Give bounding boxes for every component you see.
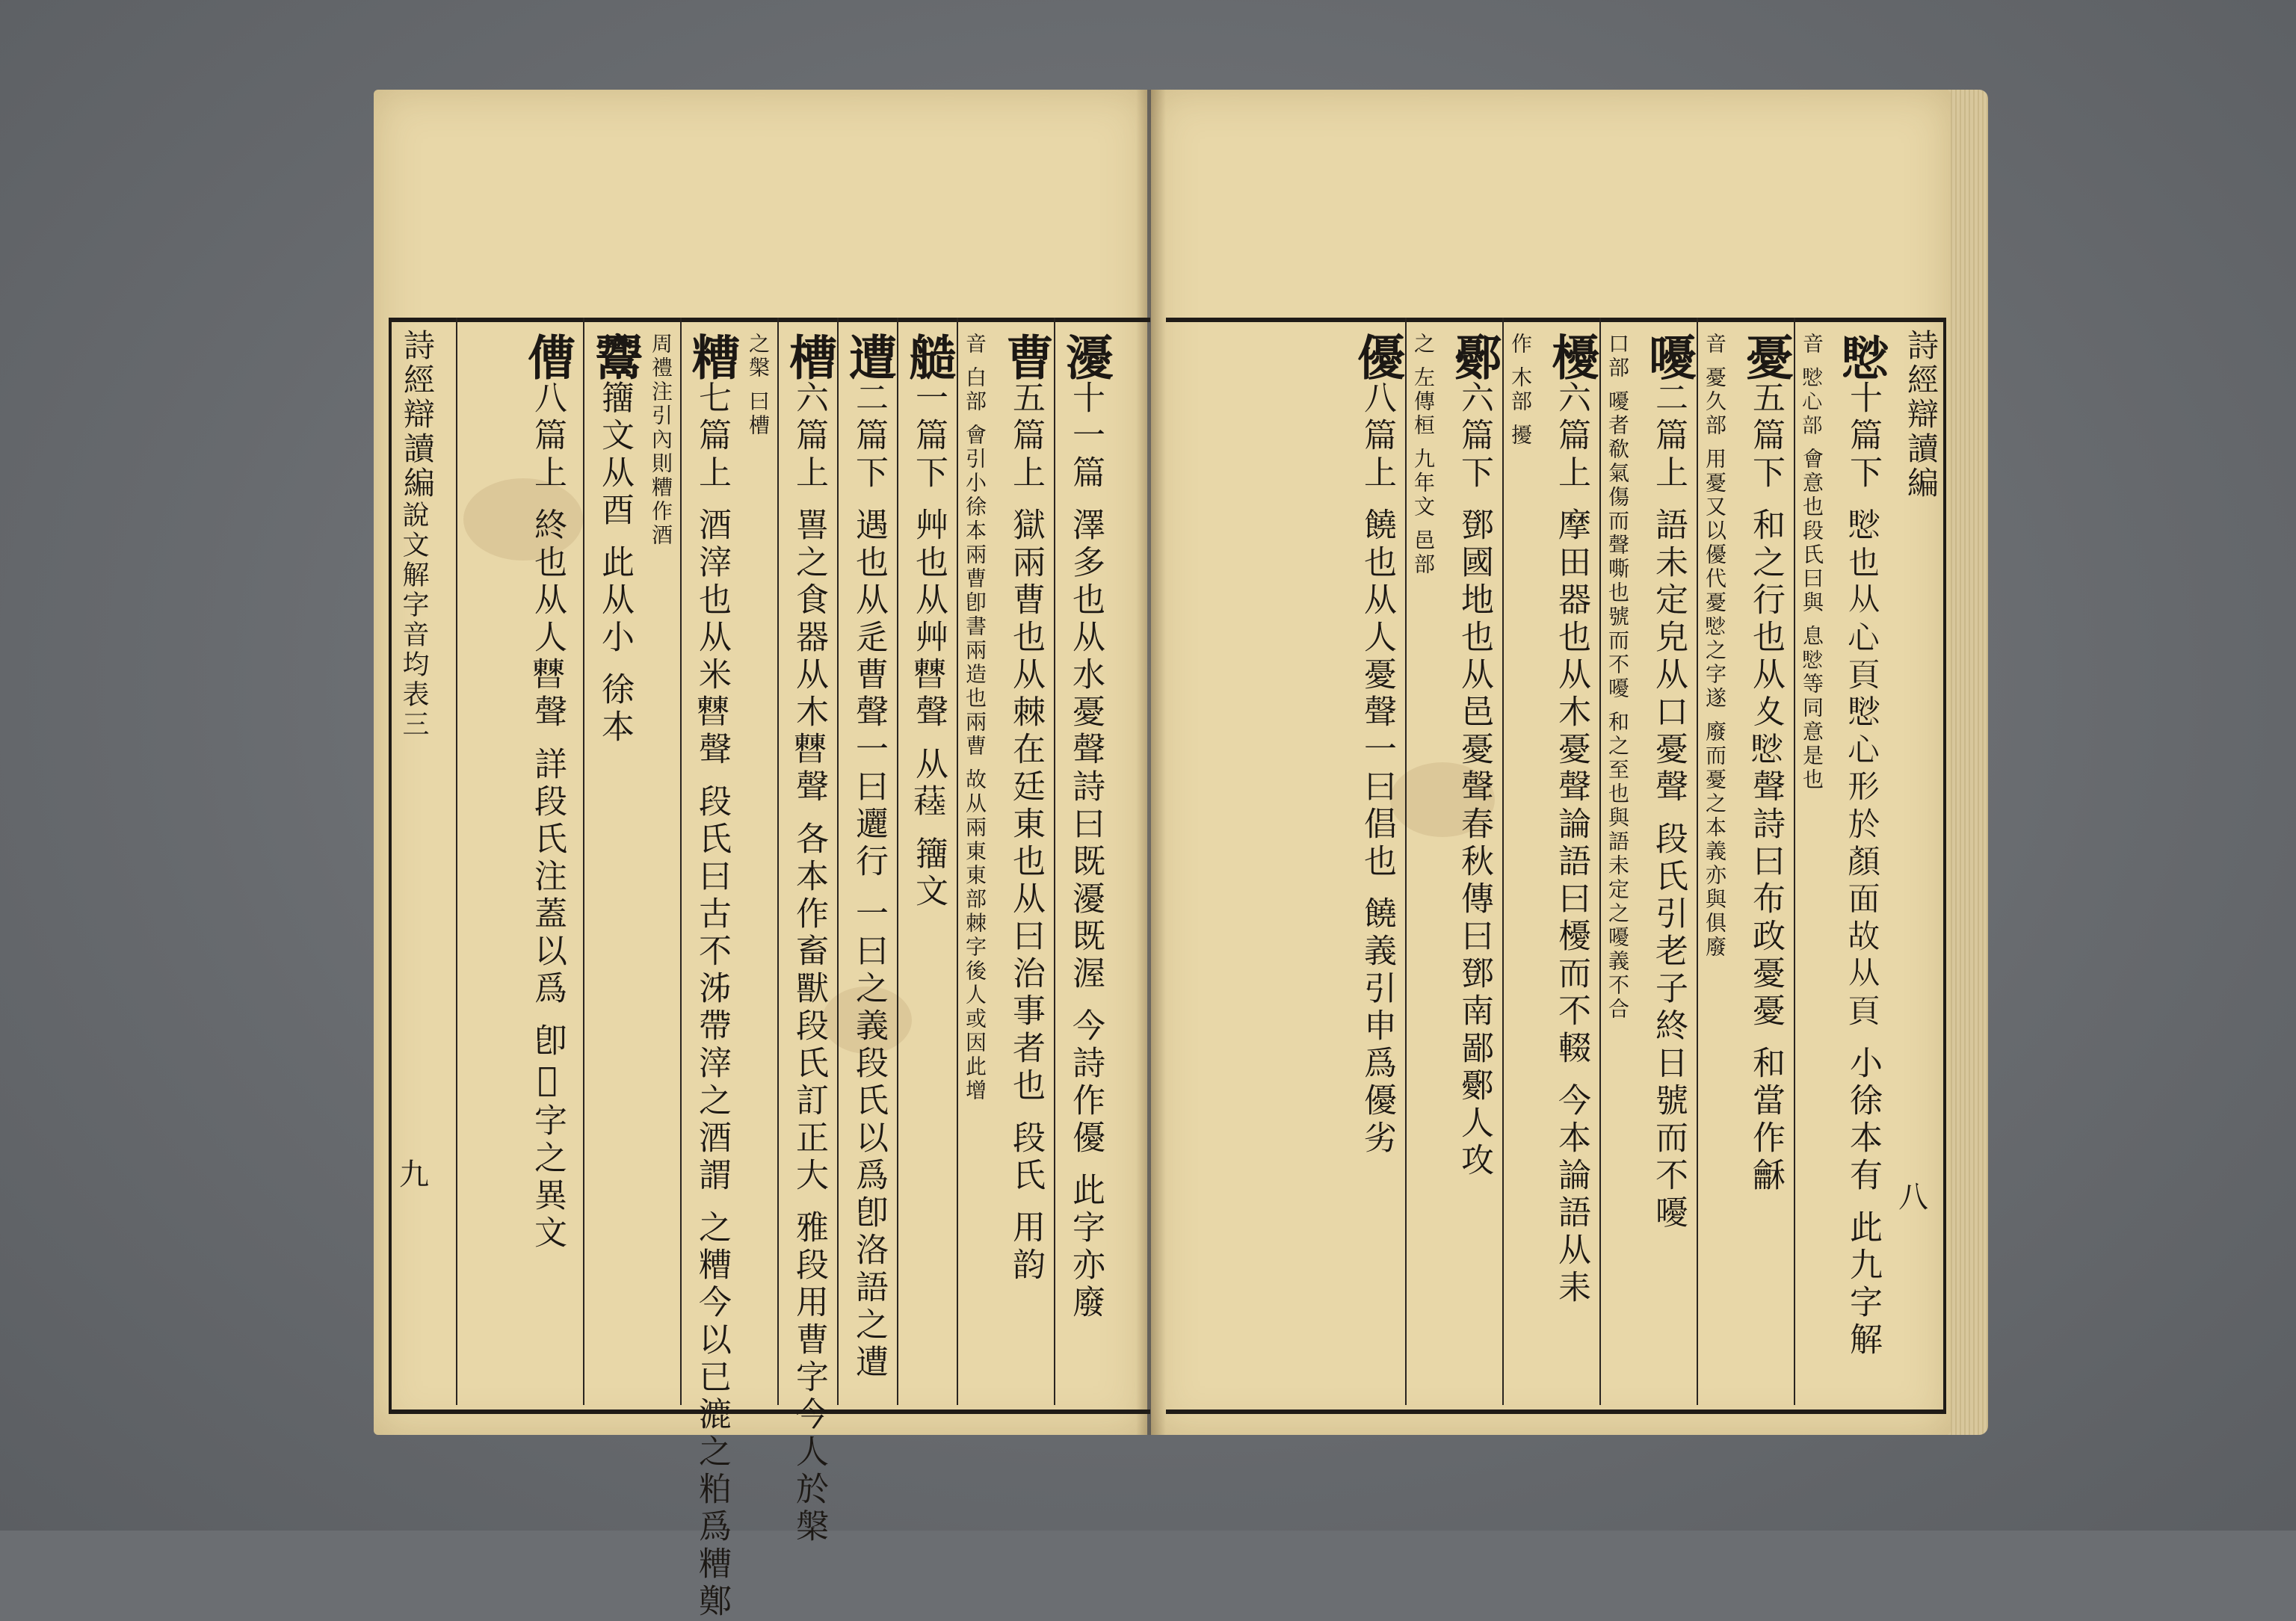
right-column-5: 嚘二篇上 語未定皃从口憂聲 段氏引老子終日號而不嚘 — [1641, 333, 1697, 1232]
left-section-title: 說文解字音均表三 — [398, 501, 429, 740]
left-column-4: 䒃一篇下 艸也从艸𣍘聲 从𦽂 籒文 — [901, 333, 957, 911]
right-column-11: 優八篇上 饒也从人憂聲一曰倡也 饒義引申爲優劣 — [1349, 333, 1405, 1158]
left-column-11: 傮八篇上 終也从人𣍘聲 詳段氏注蓋以爲 卽𡪇字之異文 — [519, 333, 575, 1253]
open-book — [374, 82, 1988, 1621]
column-rule — [1405, 318, 1407, 1405]
column-rule — [1502, 318, 1504, 1405]
column-rule — [1599, 318, 1601, 1405]
column-rule — [957, 318, 958, 1405]
column-rule — [777, 318, 779, 1405]
left-margin-title: 詩經辯讀編 — [399, 329, 436, 501]
right-column-2: 音 𢡸心部 會意也段氏曰與 息𢡸等同意是也 — [1800, 333, 1824, 792]
right-folio: 八 — [1898, 1180, 1928, 1214]
column-rule — [456, 318, 457, 1405]
left-column-6: 槽六篇上 嘼之食器从木𣍘聲 各本作畜獸段氏訂正大 雅段用曹字今人於槃 — [781, 333, 837, 1546]
right-column-1: 𢡸十篇下 𢡸也从心頁𢡸心形於顏面故从頁 小徐本有 此九字解 — [1835, 333, 1891, 1359]
column-rule — [583, 318, 584, 1405]
left-folio: 九 — [399, 1158, 429, 1192]
right-margin-title: 詩經辯讀編 — [1903, 329, 1939, 501]
left-column-3: 音 白部 會引小徐本兩曹卽書兩造也兩曹 故从兩東東部棘字後人或因此增 — [963, 333, 987, 1103]
right-column-9: 鄾六篇下 鄧國地也从邑憂聲春秋傳曰鄧南鄙鄾人攻 — [1446, 333, 1502, 1180]
left-column-9: 周禮注引內則糟作酒 — [649, 333, 673, 548]
right-column-6: 口部 嚘者欷氣傷而聲嘶也號而不嚘 和之至也與語未定之嚘義不合 — [1605, 333, 1630, 1022]
left-column-7: 之槃 曰槽 — [746, 333, 771, 438]
right-column-10: 之 左傳桓 九年文 邑部 — [1411, 333, 1436, 577]
right-column-4: 音 憂久部 用憂又以優代憂𢡸之字遂 廢而憂之本義亦與俱廢 — [1703, 333, 1727, 960]
right-column-7: 櫌六篇上 摩田器也从木憂聲論語曰櫌而不輟 今本論語从耒 — [1543, 333, 1599, 1307]
column-rule — [897, 318, 898, 1405]
right-column-8: 作 木部 擾 — [1508, 333, 1533, 448]
column-rule — [1054, 318, 1055, 1405]
left-column-1: 瀀十一篇 澤多也从水憂聲詩曰既瀀既渥 今詩作優 此字亦廢 — [1058, 333, 1114, 1322]
column-rule — [1794, 318, 1795, 1405]
left-column-5: 遭二篇下 遇也从辵曹聲一曰邐行 一曰之義段氏以爲卽洛語之遭 — [841, 333, 897, 1382]
left-column-2: 曹五篇上 獄兩曹也从棘在廷東也从曰治事者也 段氏 用韵 — [998, 333, 1054, 1285]
column-rule — [1697, 318, 1698, 1405]
column-rule — [837, 318, 839, 1405]
column-rule — [680, 318, 682, 1405]
left-column-8: 糟七篇上 酒滓也从米𣍘聲 段氏曰古不泲帶滓之酒謂 之糟今以已漉之粕爲糟鄭 — [684, 333, 740, 1621]
left-column-10: 𩱳籒文从酉 此从小 徐本 — [587, 333, 643, 747]
right-column-3: 憂五篇下 和之行也从夊𢡸聲詩曰布政憂憂 和當作龢 — [1738, 333, 1794, 1195]
